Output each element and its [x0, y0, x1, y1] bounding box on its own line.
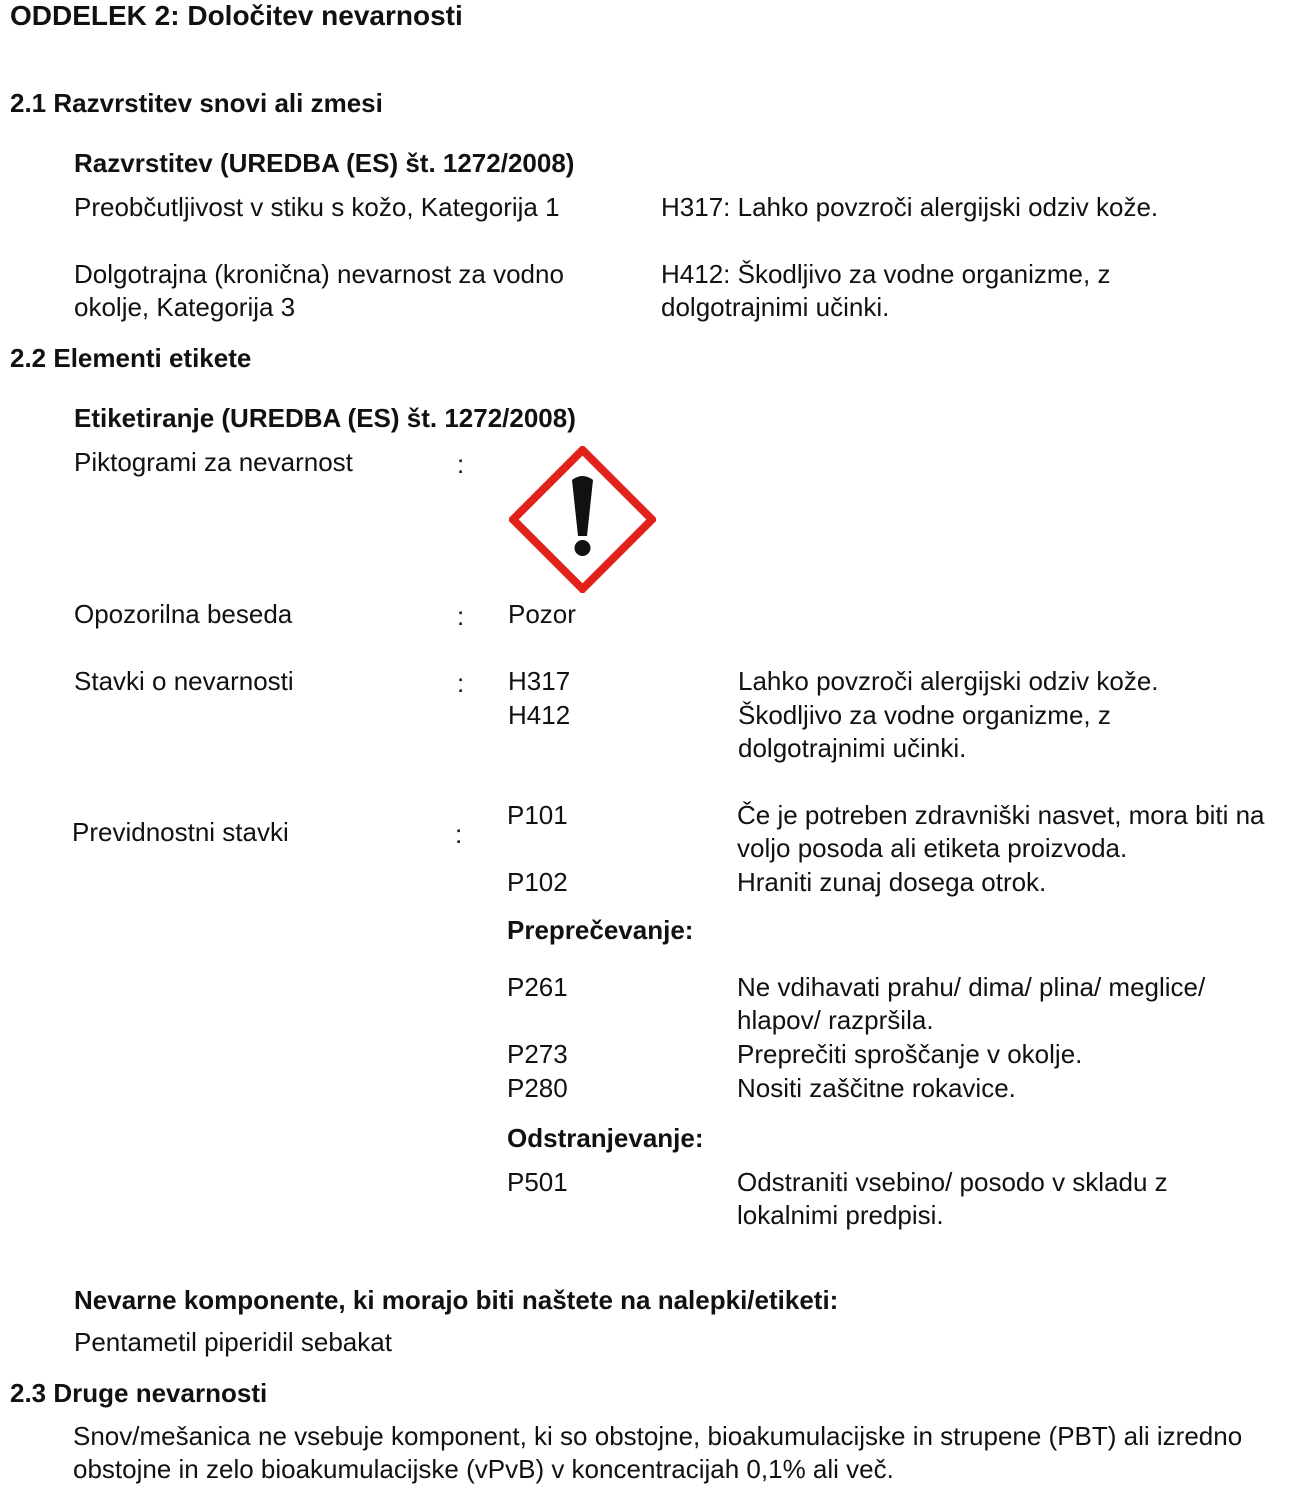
exclamation-mark-diamond-icon: [509, 446, 656, 593]
hazard-statements-label: Stavki o nevarnosti: [74, 666, 294, 696]
classification-statement-2: H412: Škodljivo za vodne organizme, z dolgotrajnimi učinki.: [661, 259, 1111, 322]
hazard-code: H412: [508, 700, 571, 730]
precaution-code: P101: [507, 800, 568, 830]
labelling-subheading: Etiketiranje (UREDBA (ES) št. 1272/2008): [74, 403, 576, 433]
other-hazards-text: Snov/mešanica ne vsebuje komponent, ki so obstojne, bioakumulacijske in strupene (PBT) ali izredno obstojne in zelo bioakumulacijske (vPvB) v koncentracijah 0,1% ali več.: [73, 1421, 1243, 1484]
components-value: Pentametil piperidil sebakat: [74, 1327, 392, 1357]
hazard-code: H317: [508, 666, 571, 696]
disposal-heading: Odstranjevanje:: [507, 1123, 704, 1153]
precaution-code: P273: [507, 1039, 568, 1069]
precaution-code: P501: [507, 1167, 568, 1197]
precaution-text: Nositi zaščitne rokavice.: [737, 1073, 1016, 1103]
precaution-code: P280: [507, 1073, 568, 1103]
pictograms-colon: :: [457, 449, 465, 479]
precaution-code: P261: [507, 972, 568, 1002]
precautionary-statements-label: Previdnostni stavki: [72, 817, 289, 847]
components-heading: Nevarne komponente, ki morajo biti naštete na nalepki/etiketi:: [74, 1285, 839, 1315]
signal-word: Pozor: [508, 599, 576, 629]
classification-category-1: Preobčutljivost v stiku s kožo, Kategorija 1: [74, 192, 560, 222]
precautionary-statements-colon: :: [455, 819, 463, 849]
precaution-text: Hraniti zunaj dosega otrok.: [737, 867, 1047, 897]
classification-subheading: Razvrstitev (UREDBA (ES) št. 1272/2008): [74, 148, 575, 178]
signal-word-label: Opozorilna beseda: [74, 599, 293, 629]
classification-category-2: Dolgotrajna (kronična) nevarnost za vodno okolje, Kategorija 3: [74, 259, 564, 322]
heading-2-1: 2.1 Razvrstitev snovi ali zmesi: [10, 88, 383, 118]
precaution-text: Ne vdihavati prahu/ dima/ plina/ meglice/ hlapov/ razpršila.: [737, 972, 1206, 1035]
prevention-heading: Preprečevanje:: [507, 915, 694, 945]
heading-2-2: 2.2 Elementi etikete: [10, 343, 252, 373]
precaution-text: Odstraniti vsebino/ posodo v skladu z lokalnimi predpisi.: [737, 1167, 1168, 1230]
precaution-code: P102: [507, 867, 568, 897]
precaution-text: Če je potreben zdravniški nasvet, mora biti na voljo posoda ali etiketa proizvoda.: [737, 800, 1265, 863]
section-title: ODDELEK 2: Določitev nevarnosti: [10, 0, 463, 31]
pictograms-label: Piktogrami za nevarnost: [74, 447, 353, 477]
signal-word-colon: :: [457, 601, 465, 631]
hazard-text: Škodljivo za vodne organizme, z dolgotrajnimi učinki.: [738, 700, 1111, 763]
classification-statement-1: H317: Lahko povzroči alergijski odziv kože.: [661, 192, 1159, 222]
hazard-statements-colon: :: [457, 668, 465, 698]
hazard-text: Lahko povzroči alergijski odziv kože.: [738, 666, 1159, 696]
heading-2-3: 2.3 Druge nevarnosti: [10, 1378, 268, 1408]
precaution-text: Preprečiti sproščanje v okolje.: [737, 1039, 1083, 1069]
